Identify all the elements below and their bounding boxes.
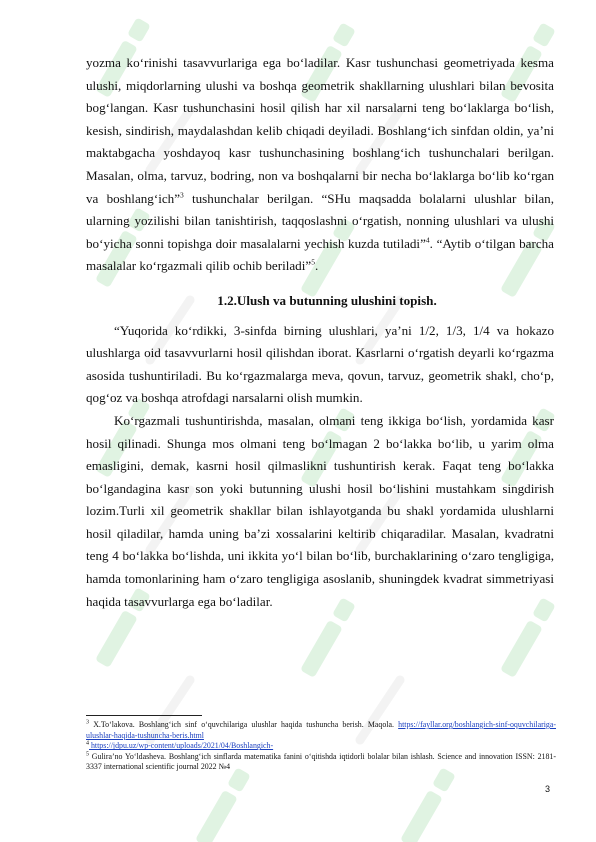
section-heading: 1.2.Ulush va butunning ulushini topish. xyxy=(217,292,437,308)
paragraph-text: . xyxy=(314,258,319,274)
footnote-text: X.To‘lakova. Boshlang‘ich sinf o‘quvchilariga ulushlar haqida tushuncha berish. Maqola. xyxy=(89,720,399,729)
footnote-number: 5 xyxy=(86,751,89,758)
paragraph-text: . “Aytib o‘tilgan barcha masalalar ko‘rgazmali qilib ochib beriladi” xyxy=(86,235,554,274)
paragraph-ulushlar: “Yuqorida ko‘rdikki, 3-sinfda birning ulushlari, ya’ni 1/2, 1/3, 1/4 va hokazo ulushlarga oid tasavvurlarni hosil qilishdan iborat. Kasrlarni o‘rgatish deyarli ko‘rgazma asosida tushuntiriladi. Bu ko‘rgazmalarga meva, qovun, tarvuz, geometrik shakl, cho‘p, qog‘oz va boshqa atrofdagi narsalarni olish mumkin. xyxy=(86,322,554,406)
paragraph-text: tushunchalar berilgan. “SHu maqsadda bolalarni ulushlar bilan, ularning yozilishi bilan tanishtirish, taqqoslashni o‘rgatish, nonning ulushlari va ulushi bo‘yicha sonni topishga doir masalalarni yechish kuzda tutiladi” xyxy=(86,190,554,251)
footnote-ref[interactable]: 3 xyxy=(180,190,184,200)
paragraph-text: yozma ko‘rinishi tasavvurlariga ega bo‘ladilar. Kasr tushunchasi geometriyada kesma ulushi, miqdorlarning ulushi va boshqa geometrik shakllarning ulushlari bilan bevosita bog‘langan. Kasr tushunchasini hosil qilish har xil narsalarni teng bo‘laklarga bo‘lish, kesish, sindirish, maydalashdan kelib chiqadi deyiladi. Boshlang‘ich sinfdan oldin, ya’ni maktabgacha yoshdayoq kasr tushunchasining boshlang‘ich tushunchalari berilgan. Masalan, olma, tarvuz, bodring, non va boshqalarni bir necha bo‘laklarga bo‘lib ko‘rgan va boshlang‘ich” xyxy=(86,55,554,206)
footnote-3 xyxy=(86,720,556,741)
footnote-text: Gulira’no Yo‘ldasheva. Boshlang‘ich sinflarda matematika fanini o‘qitishda iqtidorli bolalar bilan ishlash. Science and innovation ISSN: 2181-3337 international scientific journal 2022 №4 xyxy=(86,751,556,772)
paragraph-intro xyxy=(86,52,554,278)
footnote-ref[interactable]: 5 xyxy=(311,257,315,267)
watermark-logo-mark xyxy=(400,767,456,842)
paragraph-korgazmali: Ko‘rgazmali tushuntirishda, masalan, olmani teng ikkiga bo‘lish, yordamida kasr hosil qilinadi. Shunga mos olmani teng bo‘lmagan 2 bo‘lakka bo‘lib, u yarim olma emasligini, demak, kasrni hosil qilmaslikni tushuntirish kerak. Faqat teng bo‘lakka bo‘lgandagina kasr son yoki butunning ulushi hosil bo‘lishini mustahkam singdirish lozim.Turli xil geometrik shakllar bilan ishlayotganda bu shakl yordamida ulushlarni hosil qiladilar, hamda uning ba’zi xossalarini keltirib chiqaradilar. Masalan, kvadratni teng 4 bo‘lakka bo‘lishda, uni ikkita yo‘l bilan bo‘lib, burchaklarining o‘zaro tengligiga, hamda tomonlarining ham o‘zaro tengligiga asoslanib, shuningdek kvadrat simmetriyasi haqida tasavvurlarga ega bo‘ladilar. xyxy=(86,412,554,609)
footnote-separator xyxy=(86,715,202,716)
footnote-number: 4 xyxy=(86,740,89,747)
footnote-ref[interactable]: 4 xyxy=(425,235,430,245)
watermark-logo-mark xyxy=(195,767,251,842)
page-number: 3 xyxy=(544,784,550,794)
footnote-link[interactable]: https://jdpu.uz/wp-content/uploads/2021/04/Boshlangich- xyxy=(89,741,274,751)
body-text xyxy=(86,52,554,613)
footnote-link[interactable]: https://fayllar.org/boshlangich-sinf-oquvchilariga-ulushlar-haqida-tushuncha-beris.html xyxy=(86,720,556,740)
footnote-4 xyxy=(86,741,556,752)
footnotes xyxy=(86,720,556,773)
footnote-number: 3 xyxy=(86,719,89,726)
footnote-5 xyxy=(86,752,556,773)
